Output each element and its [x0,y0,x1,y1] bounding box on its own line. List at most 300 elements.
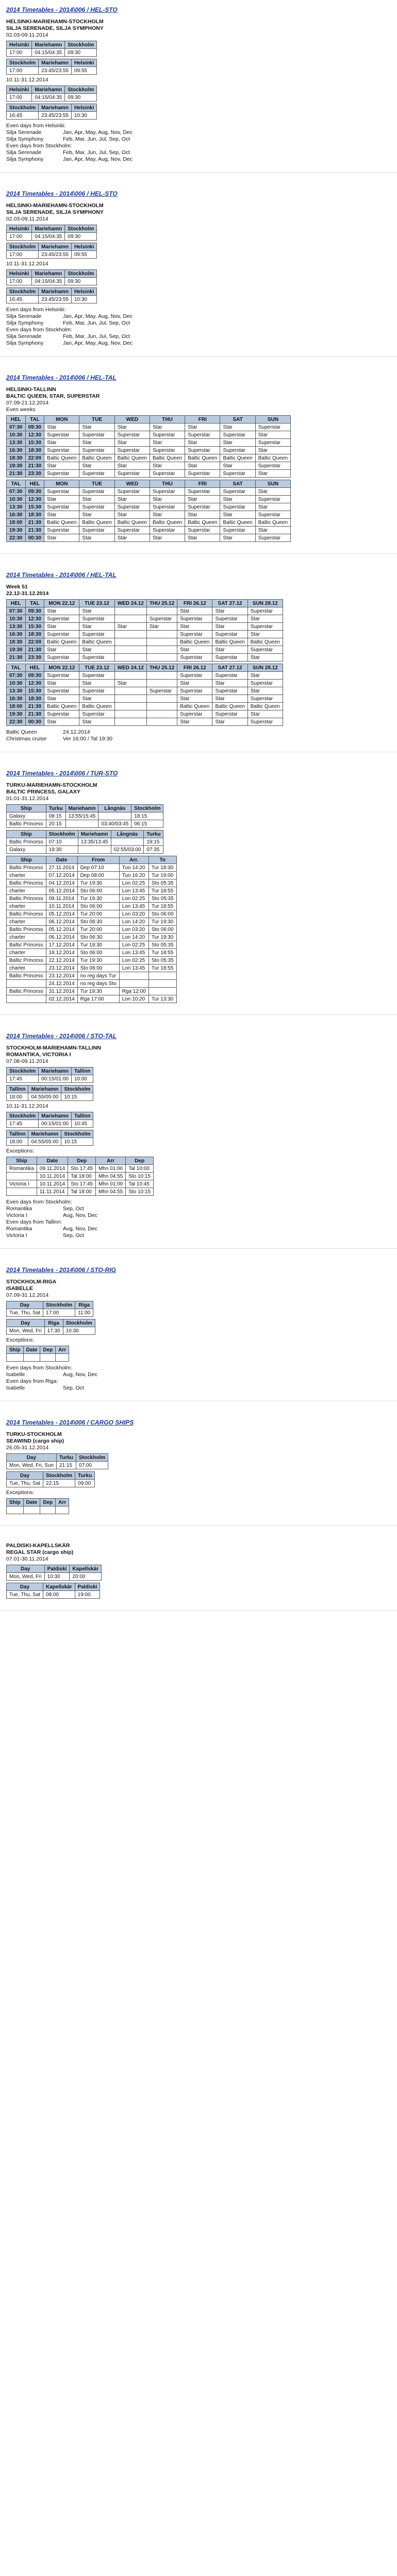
table-cell: Star [44,646,79,654]
column-header: TAL [25,600,44,607]
table-cell: Lon 13:45 [119,964,148,972]
table-cell: Mhn 01:00 [95,1165,125,1173]
table-cell: Superstar [255,423,290,431]
section-title: 2014 Timetables - 2014\006 / HEL-STO [6,6,118,13]
table-cell: 15:30 [25,439,44,447]
column-header: Stockholm [61,1086,93,1093]
table-row [7,1327,95,1335]
table-header-row [7,480,291,488]
table-cell: Superstar [255,496,290,503]
route-line: 07.01-30.11.2014 [6,1556,48,1562]
note-value: Feb, Mar, Jun, Jul, Sep, Oct [63,333,130,340]
table-cell: Superstar [44,687,79,695]
table-cell: 03:40/03:45 [98,820,131,828]
table-header-row [7,1086,93,1093]
table-cell: 10:30 [7,615,26,623]
column-header: Stockholm [76,1454,108,1462]
table-cell: Superstar [114,470,150,478]
table-cell: Superstar [220,447,255,454]
table-cell: 05.12.2014 [46,887,77,895]
table-cell: Baltic Princess [7,972,46,980]
table-cell: Superstar [247,623,283,631]
table-cell: 18:00 [7,703,26,710]
table-cell: 21:30 [25,703,44,710]
table-row [7,872,177,879]
table-cell: Superstar [79,615,114,623]
schedule-table [6,287,97,303]
table-cell: Lon 02:25 [119,941,148,949]
column-header: Mariehamn [39,1067,72,1075]
table-cell: Superstar [185,488,220,496]
note-row [6,333,391,340]
table-cell: 10:15 [61,1093,93,1101]
table-row [7,1093,93,1101]
table-cell: charter [7,949,46,957]
table-cell: Tal 10:00 [126,1165,154,1173]
column-header: FRI [185,480,220,488]
column-header: SAT [220,480,255,488]
table-cell [146,695,177,703]
table-cell: 10.11.2014 [37,1173,68,1180]
table-row [7,903,177,910]
table-caption: 10.11-31.12.2014 [6,77,48,83]
note-value: Feb, Mar, Jun, Jul, Sep, Oct [63,149,130,156]
table-cell: 23.12.2014 [46,964,77,972]
table-cell: Baltic Queen [79,454,114,462]
column-header: Date [37,1157,68,1165]
table-row [7,964,177,972]
table-cell: Tur 18:55 [148,949,176,957]
table-row [7,1480,95,1487]
table-cell: Baltic Princess [7,988,46,995]
column-header: Dep [40,1499,56,1506]
table-cell: Baltic Queen [212,703,247,710]
route-line: STOCKHOLM-MARIEHAMN-TALLINN [6,1045,101,1051]
table-row [7,695,283,703]
table-cell: Baltic Queen [79,519,114,527]
table-cell: 02.12.2014 [46,995,77,1003]
table-cell: Superstar [212,631,247,638]
table-row [7,918,177,926]
table-cell: Victoria I [7,1180,37,1188]
table-cell: 09:30 [65,94,97,101]
section-title: 2014 Timetables - 2014\006 / STO-TAL [6,1032,117,1040]
section-title: 2014 Timetables - 2014\006 / HEL-TAL [6,374,117,381]
column-header: Stockholm [7,59,39,67]
table-row [7,439,291,447]
table-cell: Star [177,607,212,615]
note-value: Feb, Mar, Jun, Jul, Sep, Oct [63,320,130,326]
note-label: Even days from Stockholm: [6,327,72,333]
note-row [6,1212,391,1219]
table-cell [114,615,146,623]
table-cell [146,607,177,615]
table-row [7,687,283,695]
table-cell: Tur 13:30 [148,995,176,1003]
table-cell: Star [44,496,79,503]
table-row [7,251,97,259]
note-label: Baltic Queen [6,729,38,735]
note-row [6,1226,391,1232]
table-cell: Star [212,646,247,654]
table-cell: Superstar [177,615,212,623]
table-cell: Baltic Princess [7,926,46,934]
column-header: Mariehamn [32,270,65,278]
table-cell: Sto 10:15 [126,1188,154,1196]
route-line: 07.09-31.12.2014 [6,1292,49,1298]
table-cell: Lon 02:25 [119,879,148,887]
table-cell: Star [255,431,290,439]
table-cell: 10:30 [63,1327,95,1335]
table-cell: 10:00 [71,1075,93,1083]
table-cell: 13:30 [7,687,26,695]
table-cell: 00:30 [25,534,44,542]
table-cell: 09:30 [65,49,97,57]
table-cell: 19:15 [144,838,163,846]
note-row [6,729,391,736]
table-row [7,654,283,662]
table-cell: Lon 14:20 [119,934,148,941]
note-label: Even days from Stockholm: [6,143,72,149]
column-header: FRI 26.12 [177,664,212,672]
table-row [7,988,177,995]
column-header: Stockholm [65,270,97,278]
column-header: Day [7,1301,43,1309]
column-header: Stockholm [61,1130,93,1138]
note-label: Even days from Helsinki: [6,307,66,313]
table-cell [98,812,131,820]
column-header: Stockholm [7,243,39,251]
table-cell: Superstar [150,431,185,439]
table-header-row [7,288,97,296]
section-gap [0,1611,397,1622]
column-header: Stockholm [7,288,39,296]
table-cell: Baltic Princess [7,864,46,872]
table-cell: Sto 05:35 [148,957,176,964]
route-line: PALDISKI-KAPELLSKÄR [6,1543,70,1549]
table-cell: 21:30 [25,519,44,527]
table-cell: Star [79,623,114,631]
column-header: Turku [144,831,163,838]
table-cell: 12:30 [25,615,44,623]
table-header-row [7,270,97,278]
table-cell: Tur 18:55 [148,964,176,972]
column-header: FRI 26.12 [177,600,212,607]
table-cell [114,710,146,718]
column-header: TUE [79,416,114,423]
route-line: 07.08-09.11.2014 [6,1058,48,1064]
table-cell: 21:30 [25,527,44,534]
table-row [7,957,177,964]
table-cell [56,1354,69,1362]
route-line: 07.09-21.12.2014 [6,400,49,406]
table-cell: Dep 08:00 [77,872,119,879]
schedule-table [6,804,163,828]
table-header-row [7,856,177,864]
table-cell [7,1354,24,1362]
table-cell: Star [44,462,79,470]
table-cell: Superstar [44,447,79,454]
table-cell: 18:30 [7,638,26,646]
table-cell: 05.12.2014 [46,926,77,934]
table-cell: 15:30 [25,503,44,511]
notes-block [6,729,391,742]
table-cell: Sto 06:00 [77,903,119,910]
table-cell: Star [212,680,247,687]
section-gap [0,173,397,184]
table-cell: 10:30 [44,1573,70,1581]
column-header: Mariehamn [28,1086,61,1093]
table-cell: 18:30 [7,454,26,462]
table-cell: Baltic Princess [7,820,46,828]
table-cell: Tal 10:45 [126,1180,154,1188]
table-cell: 13:30 [7,623,26,631]
table-cell: 04:15/04:35 [32,233,65,241]
table-cell: 17.12.2014 [46,941,77,949]
note-value: 24.12.2014 [63,729,90,735]
table-cell: 09:55 [71,251,96,259]
column-header: Helsinki [7,225,32,233]
column-header: HEL [25,664,44,672]
column-header: Kapellskär [43,1583,75,1591]
column-header: Stockholm [43,1301,75,1309]
table-cell: Star [114,511,150,519]
table-cell: Superstar [220,488,255,496]
table-cell: 19:30 [7,527,26,534]
schedule-table [6,415,291,478]
note-label: Silja Serenade [6,313,42,319]
table-caption: 10.11-31.12.2014 [6,1103,48,1109]
route-line: BALTIC QUEEN, STAR, SUPERSTAR [6,393,100,399]
table-cell: Baltic Queen [44,703,79,710]
table-cell: Superstar [177,710,212,718]
table-row [7,1075,93,1083]
table-cell: 18:15 [131,812,163,820]
table-cell: Star [212,718,247,726]
table-cell: Star [79,511,114,519]
note-label: Victoria I [6,1232,27,1239]
table-cell: Star [44,680,79,687]
table-cell: 23:45/23:55 [39,251,72,259]
note-label: Even days from Riga: [6,1378,58,1384]
table-cell: Star [146,623,177,631]
column-header: TAL [7,480,26,488]
note-value: Jan, Apr, May, Aug, Nov, Dec [63,313,133,319]
table-cell: Baltic Princess [7,941,46,949]
column-header: FRI [185,416,220,423]
table-cell: Star [220,423,255,431]
table-cell: Superstar [220,470,255,478]
table-cell: Baltic Queen [220,519,255,527]
table-cell: 07:35 [144,846,163,854]
table-row [7,454,291,462]
column-header: Ship [7,1157,37,1165]
table-cell: 07:30 [7,423,26,431]
notes-block [6,307,391,347]
column-header: Helsinki [71,59,96,67]
column-header: Mariehamn [39,288,72,296]
table-cell: Superstar [79,503,114,511]
table-cell: Tur 19:30 [77,988,119,995]
table-cell: 10:45 [71,1120,93,1128]
table-cell [146,703,177,710]
table-cell [146,654,177,662]
table-cell: Superstar [114,488,150,496]
table-cell: Star [177,695,212,703]
table-cell: Star [150,423,185,431]
column-header: Tallinn [71,1067,93,1075]
table-cell: 21:30 [25,462,44,470]
section-title: 2014 Timetables - 2014\006 / TUR-STO [6,770,118,777]
schedule-table [6,1319,95,1335]
column-header: WED [114,416,150,423]
table-cell: Star [185,462,220,470]
table-row [7,1138,93,1146]
column-header: Stockholm [46,831,78,838]
note-label: Isabelle [6,1371,25,1378]
table-cell: Superstar [114,431,150,439]
column-header: SUN [255,416,290,423]
table-cell: 19:00 [75,1591,100,1599]
table-cell: 23.12.2014 [46,972,77,980]
table-header-row [7,1583,100,1591]
table-cell: 09:30 [25,488,44,496]
note-label: Silja Symphony [6,320,44,326]
table-cell: 17:00 [7,67,39,75]
table-cell: Superstar [44,488,79,496]
table-cell: 17:45 [7,1075,39,1083]
table-cell: Tur 19:30 [77,941,119,949]
route-line: SILJA SERENADE, SILJA SYMPHONY [6,25,104,31]
column-header: Helsinki [71,104,96,112]
table-cell: Star [79,423,114,431]
note-label: Silja Symphony [6,156,44,162]
table-cell: 19:30 [46,846,78,854]
table-cell: Superstar [79,527,114,534]
table-row [7,1173,154,1180]
table-cell: Rga 17:00 [77,995,119,1003]
table-cell: 21:30 [25,710,44,718]
route-line: 02.03-09.11.2014 [6,216,48,222]
table-cell: Baltic Princess [7,910,46,918]
table-cell: Star [150,534,185,542]
table-cell: Star [255,527,290,534]
table-cell: 17:00 [43,1309,75,1317]
table-row [7,67,97,75]
table-cell: Sto 17:45 [68,1180,96,1188]
table-cell: Superstar [212,654,247,662]
table-cell: 00:30 [25,718,44,726]
table-cell: Tur 19:30 [77,879,119,887]
notes-block [6,1365,391,1392]
schedule-table [6,1157,154,1196]
table-cell: Tur 19:30 [148,918,176,926]
table-cell: Star [177,680,212,687]
column-header: Arr [56,1346,69,1354]
table-cell: 15:30 [25,687,44,695]
table-header-row [7,831,163,838]
note-row [6,1199,391,1206]
table-cell: Superstar [212,672,247,680]
table-cell: Galaxy [7,812,46,820]
table-cell: 22:30 [7,534,26,542]
table-cell: Star [220,496,255,503]
table-row [7,462,291,470]
table-cell [146,646,177,654]
table-cell: Tur 20:00 [77,926,119,934]
table-cell: 00:15/01:00 [39,1120,72,1128]
table-cell: Mon, Wed, Fri [7,1573,45,1581]
section-gap [0,1526,397,1537]
table-row [7,820,163,828]
table-row [7,488,291,496]
table-cell: Star [44,423,79,431]
table-cell: Superstar [247,695,283,703]
table-cell: 16:30 [7,631,26,638]
schedule-table [6,1112,93,1128]
table-cell: Superstar [79,470,114,478]
section-gap [0,1249,397,1260]
column-header: Mariehamn [78,831,111,838]
table-cell: Superstar [212,710,247,718]
table-cell: Baltic Queen [177,638,212,646]
table-cell [114,695,146,703]
table-row [7,631,283,638]
column-header: Ship [7,856,46,864]
table-header-row [7,1319,95,1327]
table-cell: Superstar [79,710,114,718]
table-cell: Superstar [146,687,177,695]
table-header-row [7,59,97,67]
column-header: TUE 23.12 [79,664,114,672]
table-cell: 07:30 [7,488,26,496]
table-row [7,278,97,285]
table-cell: Romantika [7,1165,37,1173]
table-cell: Superstar [255,534,290,542]
note-value: Sep, Oct [63,1206,84,1212]
note-row [6,307,391,313]
table-row [7,972,177,980]
table-row [7,949,177,957]
table-cell: Tur 19:30 [148,934,176,941]
column-header: Helsinki [71,243,96,251]
schedule-table [6,1471,95,1487]
column-header: WED 24.12 [114,600,146,607]
table-row [7,926,177,934]
column-header: THU 25.12 [146,600,177,607]
table-cell: 04:55/05:00 [28,1138,61,1146]
table-cell [114,703,146,710]
table-row [7,1188,154,1196]
table-cell: 04:15/04:35 [32,49,65,57]
table-cell: Dep 07:10 [77,864,119,872]
column-header: Date [23,1499,40,1506]
table-cell: Baltic Queen [44,519,79,527]
note-row [6,123,391,129]
note-label: Silja Serenade [6,333,42,340]
note-label: Even days from Tallinn: [6,1219,62,1225]
table-cell: 09.11.2014 [46,895,77,903]
table-row [7,838,163,846]
table-cell: Sto 06:00 [148,926,176,934]
table-cell: 10:30 [7,496,26,503]
table-row [7,941,177,949]
table-cell: Superstar [220,503,255,511]
table-cell: 17:45 [7,1120,39,1128]
table-cell: Superstar [44,470,79,478]
table-cell: 10:30 [71,296,96,303]
table-cell: Star [114,623,146,631]
